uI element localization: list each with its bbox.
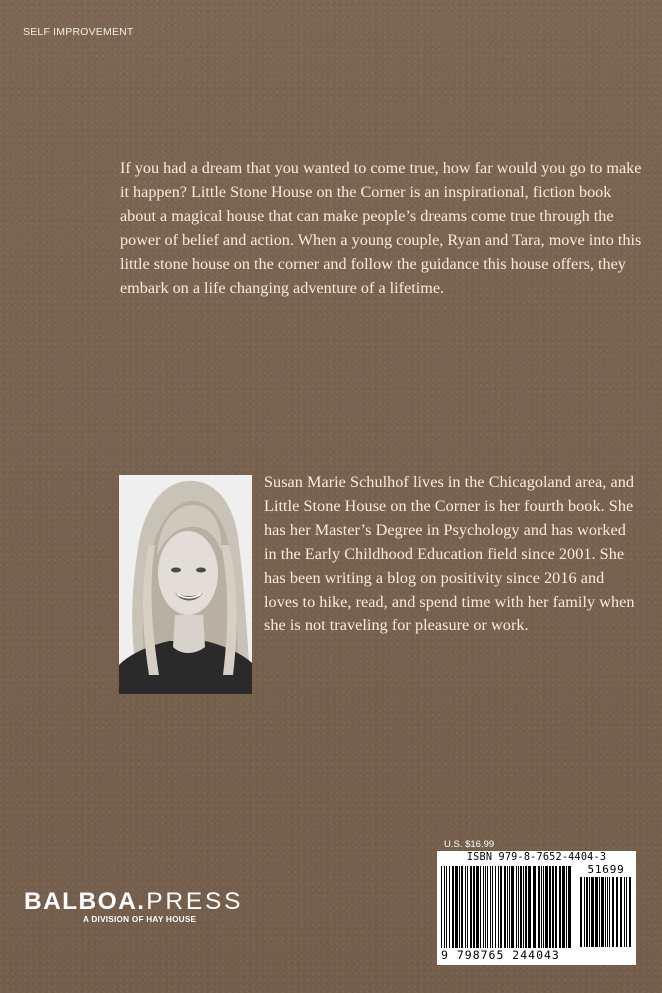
barcode-bar — [480, 866, 481, 948]
barcode-bar — [528, 866, 531, 948]
publisher-dot: . — [137, 888, 147, 915]
addon-barcode-bars — [580, 877, 632, 947]
barcode-bar — [538, 866, 540, 948]
barcode-bar — [533, 866, 536, 948]
barcode-bar — [552, 866, 554, 948]
barcode-bar — [485, 866, 486, 948]
barcode-bar — [599, 877, 600, 947]
barcode-bar — [607, 877, 608, 947]
barcode-bar — [511, 866, 514, 948]
barcode-bar — [441, 866, 442, 958]
isbn-barcode — [437, 851, 636, 965]
author-portrait-image — [119, 475, 252, 694]
barcode-bar — [566, 866, 567, 948]
barcode-bar — [591, 877, 594, 947]
barcode-bar — [568, 866, 571, 948]
barcode-bar — [559, 866, 561, 948]
barcode-bar — [470, 866, 472, 948]
barcode-bar — [452, 866, 454, 948]
isbn-label: ISBN 979-8-7652-4404-3 — [466, 852, 607, 863]
barcode-bar — [629, 877, 631, 947]
barcode-bar — [525, 866, 527, 948]
barcode-bar — [490, 866, 491, 948]
barcode-bar — [498, 866, 499, 948]
barcode-bar — [473, 866, 475, 948]
barcode-bar — [459, 866, 460, 948]
barcode-bar — [516, 866, 517, 948]
publisher-name — [24, 888, 243, 916]
barcode-bar — [455, 866, 458, 948]
publisher-tagline: A DIVISION OF HAY HOUSE — [83, 915, 197, 924]
barcode-bar — [601, 877, 604, 947]
publisher-name-bold: BALBOA — [24, 888, 138, 915]
barcode-bar — [605, 877, 606, 947]
barcode-bar — [586, 877, 588, 947]
barcode-bar — [620, 877, 622, 947]
barcode-bar — [520, 866, 522, 948]
barcode-bar — [500, 866, 502, 948]
book-blurb: If you had a dream that you wanted to come true, how far would you go to make it happen? Little Stone House on the Corner is an inspirational, fiction book about a magical house that can make people’s dreams come true through the power of belief and action. When a young couple, Ryan and Tara, move into this little stone house on the corner and follow the guidance this house offers, they embark on a life changing adventure of a lifetime. — [120, 159, 642, 297]
barcode-bar — [487, 866, 488, 948]
author-photo — [119, 475, 252, 694]
price-code-label: 51699 — [587, 863, 625, 876]
barcode-bar — [609, 877, 610, 947]
barcode-bar — [504, 866, 506, 948]
barcode-bar — [549, 866, 551, 948]
price-label: U.S. $16.99 — [444, 839, 495, 850]
barcode-bar — [616, 877, 618, 947]
barcode-bar — [543, 866, 544, 948]
barcode-bar — [541, 866, 542, 948]
barcode-bar — [523, 866, 524, 948]
barcode-bar — [562, 866, 565, 948]
barcode-bar — [444, 866, 445, 958]
ean-barcode-bars — [441, 866, 575, 958]
barcode-bar — [446, 866, 447, 948]
barcode-bar — [495, 866, 496, 948]
barcode-bar — [492, 866, 493, 948]
barcode-bar — [483, 866, 484, 948]
category-label: SELF IMPROVEMENT — [23, 26, 134, 38]
publisher-name-light: PRESS — [146, 888, 244, 915]
barcode-bar — [580, 877, 582, 947]
barcode-bar — [509, 866, 510, 958]
barcode-bar — [449, 866, 450, 948]
barcode-bar — [584, 877, 585, 947]
publisher-logo — [24, 888, 243, 924]
barcode-bar — [518, 866, 519, 948]
barcode-bar — [467, 866, 468, 948]
barcode-bar — [507, 866, 508, 958]
barcode-bar — [555, 866, 557, 948]
barcode-bar — [461, 866, 463, 948]
barcode-bar — [612, 877, 614, 947]
barcode-bar — [595, 877, 598, 947]
barcode-bar — [545, 866, 548, 948]
barcode-bar — [476, 866, 479, 948]
barcode-digits: 9 798765 244043 — [441, 948, 560, 962]
barcode-bar — [465, 866, 466, 948]
barcode-bar — [624, 877, 625, 947]
barcode-bar — [589, 877, 590, 947]
author-bio: Susan Marie Schulhof lives in the Chicagoland area, and Little Stone House on the Corner is her fourth book. She has her Master’s Degree in Psychology and has worked in the Early Childhood Education field since 2001. She has been writing a blog on positivity since 2016 and loves to hike, read, and spend time with her family when she is not traveling for pleasure or work. — [264, 473, 635, 635]
barcode-bar — [626, 877, 627, 947]
